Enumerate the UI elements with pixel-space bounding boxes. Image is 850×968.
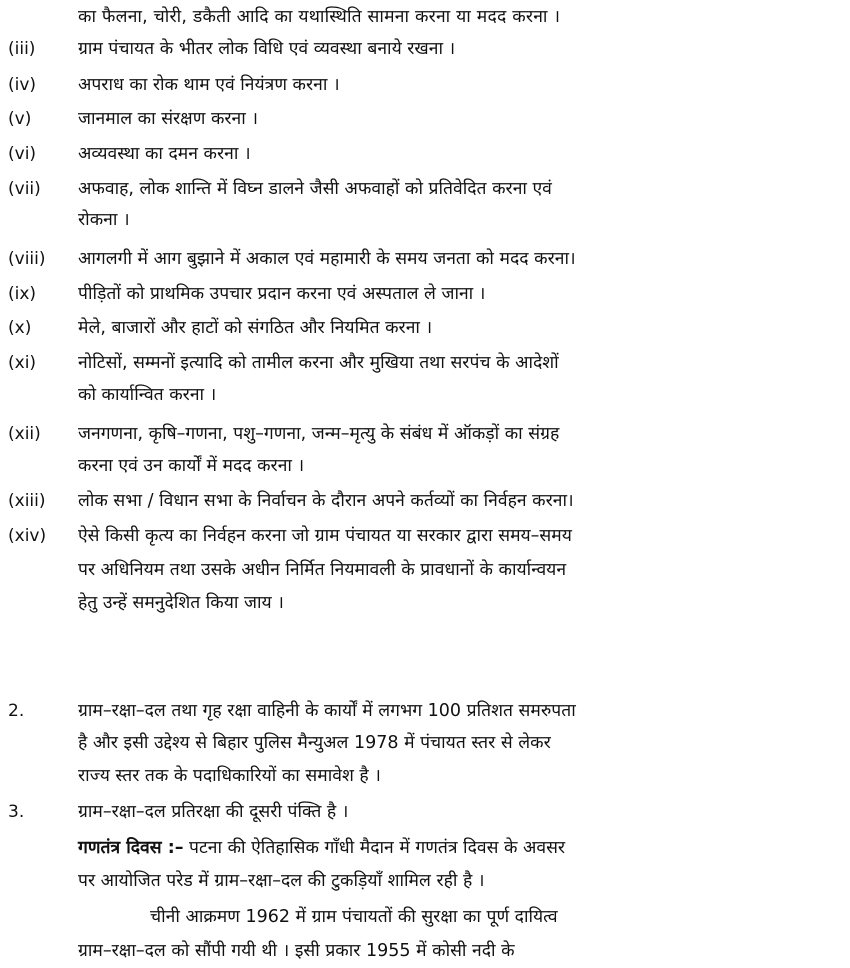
item-number: (xii): [8, 424, 41, 444]
item-text: पीड़ितों को प्राथमिक उपचार प्रदान करना एवं अस्पताल ले जाना ।: [78, 284, 486, 304]
republic-day-text: पटना की ऐतिहासिक गाँधी मैदान में गणतंत्र दिवस के अवसर: [183, 838, 566, 858]
item-text: आगलगी में आग बुझाने में अकाल एवं महामारी के समय जनता को मदद करना।: [78, 249, 576, 269]
section-text-continuation: राज्य स्तर तक के पदाधिकारियों का समावेश है ।: [78, 766, 381, 786]
item-text-continuation: पर अधिनियम तथा उसके अधीन निर्मित नियमावली के प्रावधानों के कार्यान्वयन: [78, 560, 567, 580]
item-text: मेले, बाजारों और हाटों को संगठित और नियमित करना ।: [78, 318, 433, 338]
item-text: ग्राम पंचायत के भीतर लोक विधि एवं व्यवस्था बनाये रखना ।: [78, 39, 456, 59]
item-number: (vi): [8, 144, 37, 164]
item-number: (xiv): [8, 526, 47, 546]
item-text: अफवाह, लोक शान्ति में विघ्न डालने जैसी अफवाहों को प्रतिवेदित करना एवं: [78, 179, 552, 199]
item-text: अपराध का रोक थाम एवं नियंत्रण करना ।: [78, 75, 340, 95]
item-number: (vii): [8, 179, 41, 199]
section-text-continuation: है और इसी उद्देश्य से बिहार पुलिस मैन्युअल 1978 में पंचायत स्तर से लेकर: [78, 733, 551, 753]
item-number: (xiii): [8, 491, 46, 511]
republic-day-continuation: पर आयोजित परेड में ग्राम–रक्षा–दल की टुकड़ियाँ शामिल रही है ।: [78, 871, 485, 891]
china-paragraph-line: चीनी आक्रमण 1962 में ग्राम पंचायतों की सुरक्षा का पूर्ण दायित्व: [150, 907, 558, 927]
section-number: 3.: [8, 802, 25, 822]
item-number: (ix): [8, 284, 37, 304]
item-text: जानमाल का संरक्षण करना ।: [78, 109, 258, 129]
section-number: 2.: [8, 701, 25, 721]
item-number: (iii): [8, 39, 36, 59]
republic-day-line: [78, 833, 565, 863]
item-text-continuation: को कार्यान्वित करना ।: [78, 385, 217, 405]
item-text: ऐसे किसी कृत्य का निर्वहन करना जो ग्राम पंचायत या सरकार द्वारा समय–समय: [78, 526, 572, 546]
item-text: अव्यवस्था का दमन करना ।: [78, 144, 251, 164]
item-text-continuation: रोकना ।: [78, 210, 130, 230]
item-number: (viii): [8, 249, 46, 269]
item-number: (xi): [8, 353, 37, 373]
item-text-continuation: हेतु उन्हें समनुदेशित किया जाय ।: [78, 593, 284, 613]
item-text: नोटिसों, सम्मनों इत्यादि को तामील करना और मुखिया तथा सरपंच के आदेशों: [78, 353, 559, 373]
section-text: ग्राम–रक्षा–दल तथा गृह रक्षा वाहिनी के कार्यों में लगभग 100 प्रतिशत समरुपता: [78, 701, 576, 721]
item-text: जनगणना, कृषि–गणना, पशु–गणना, जन्म–मृत्यु के संबंध में ऑकड़ों का संग्रह: [78, 424, 560, 444]
china-paragraph-continuation: ग्राम–रक्षा–दल को सौंपी गयी थी । इसी प्रकार 1955 में कोसी नदी के: [78, 941, 515, 961]
item-text-continuation: करना एवं उन कार्यों में मदद करना ।: [78, 456, 305, 476]
item-number: (x): [8, 318, 32, 338]
item-number: (iv): [8, 75, 37, 95]
republic-day-heading: गणतंत्र दिवस :–: [78, 838, 184, 858]
top-continuation-line: का फैलना, चोरी, डकैती आदि का यथास्थिति सामना करना या मदद करना ।: [78, 7, 561, 27]
item-number: (v): [8, 109, 32, 129]
section-text: ग्राम–रक्षा–दल प्रतिरक्षा की दूसरी पंक्ति है ।: [78, 802, 349, 822]
item-text: लोक सभा / विधान सभा के निर्वाचन के दौरान अपने कर्तव्यों का निर्वहन करना।: [78, 491, 574, 511]
